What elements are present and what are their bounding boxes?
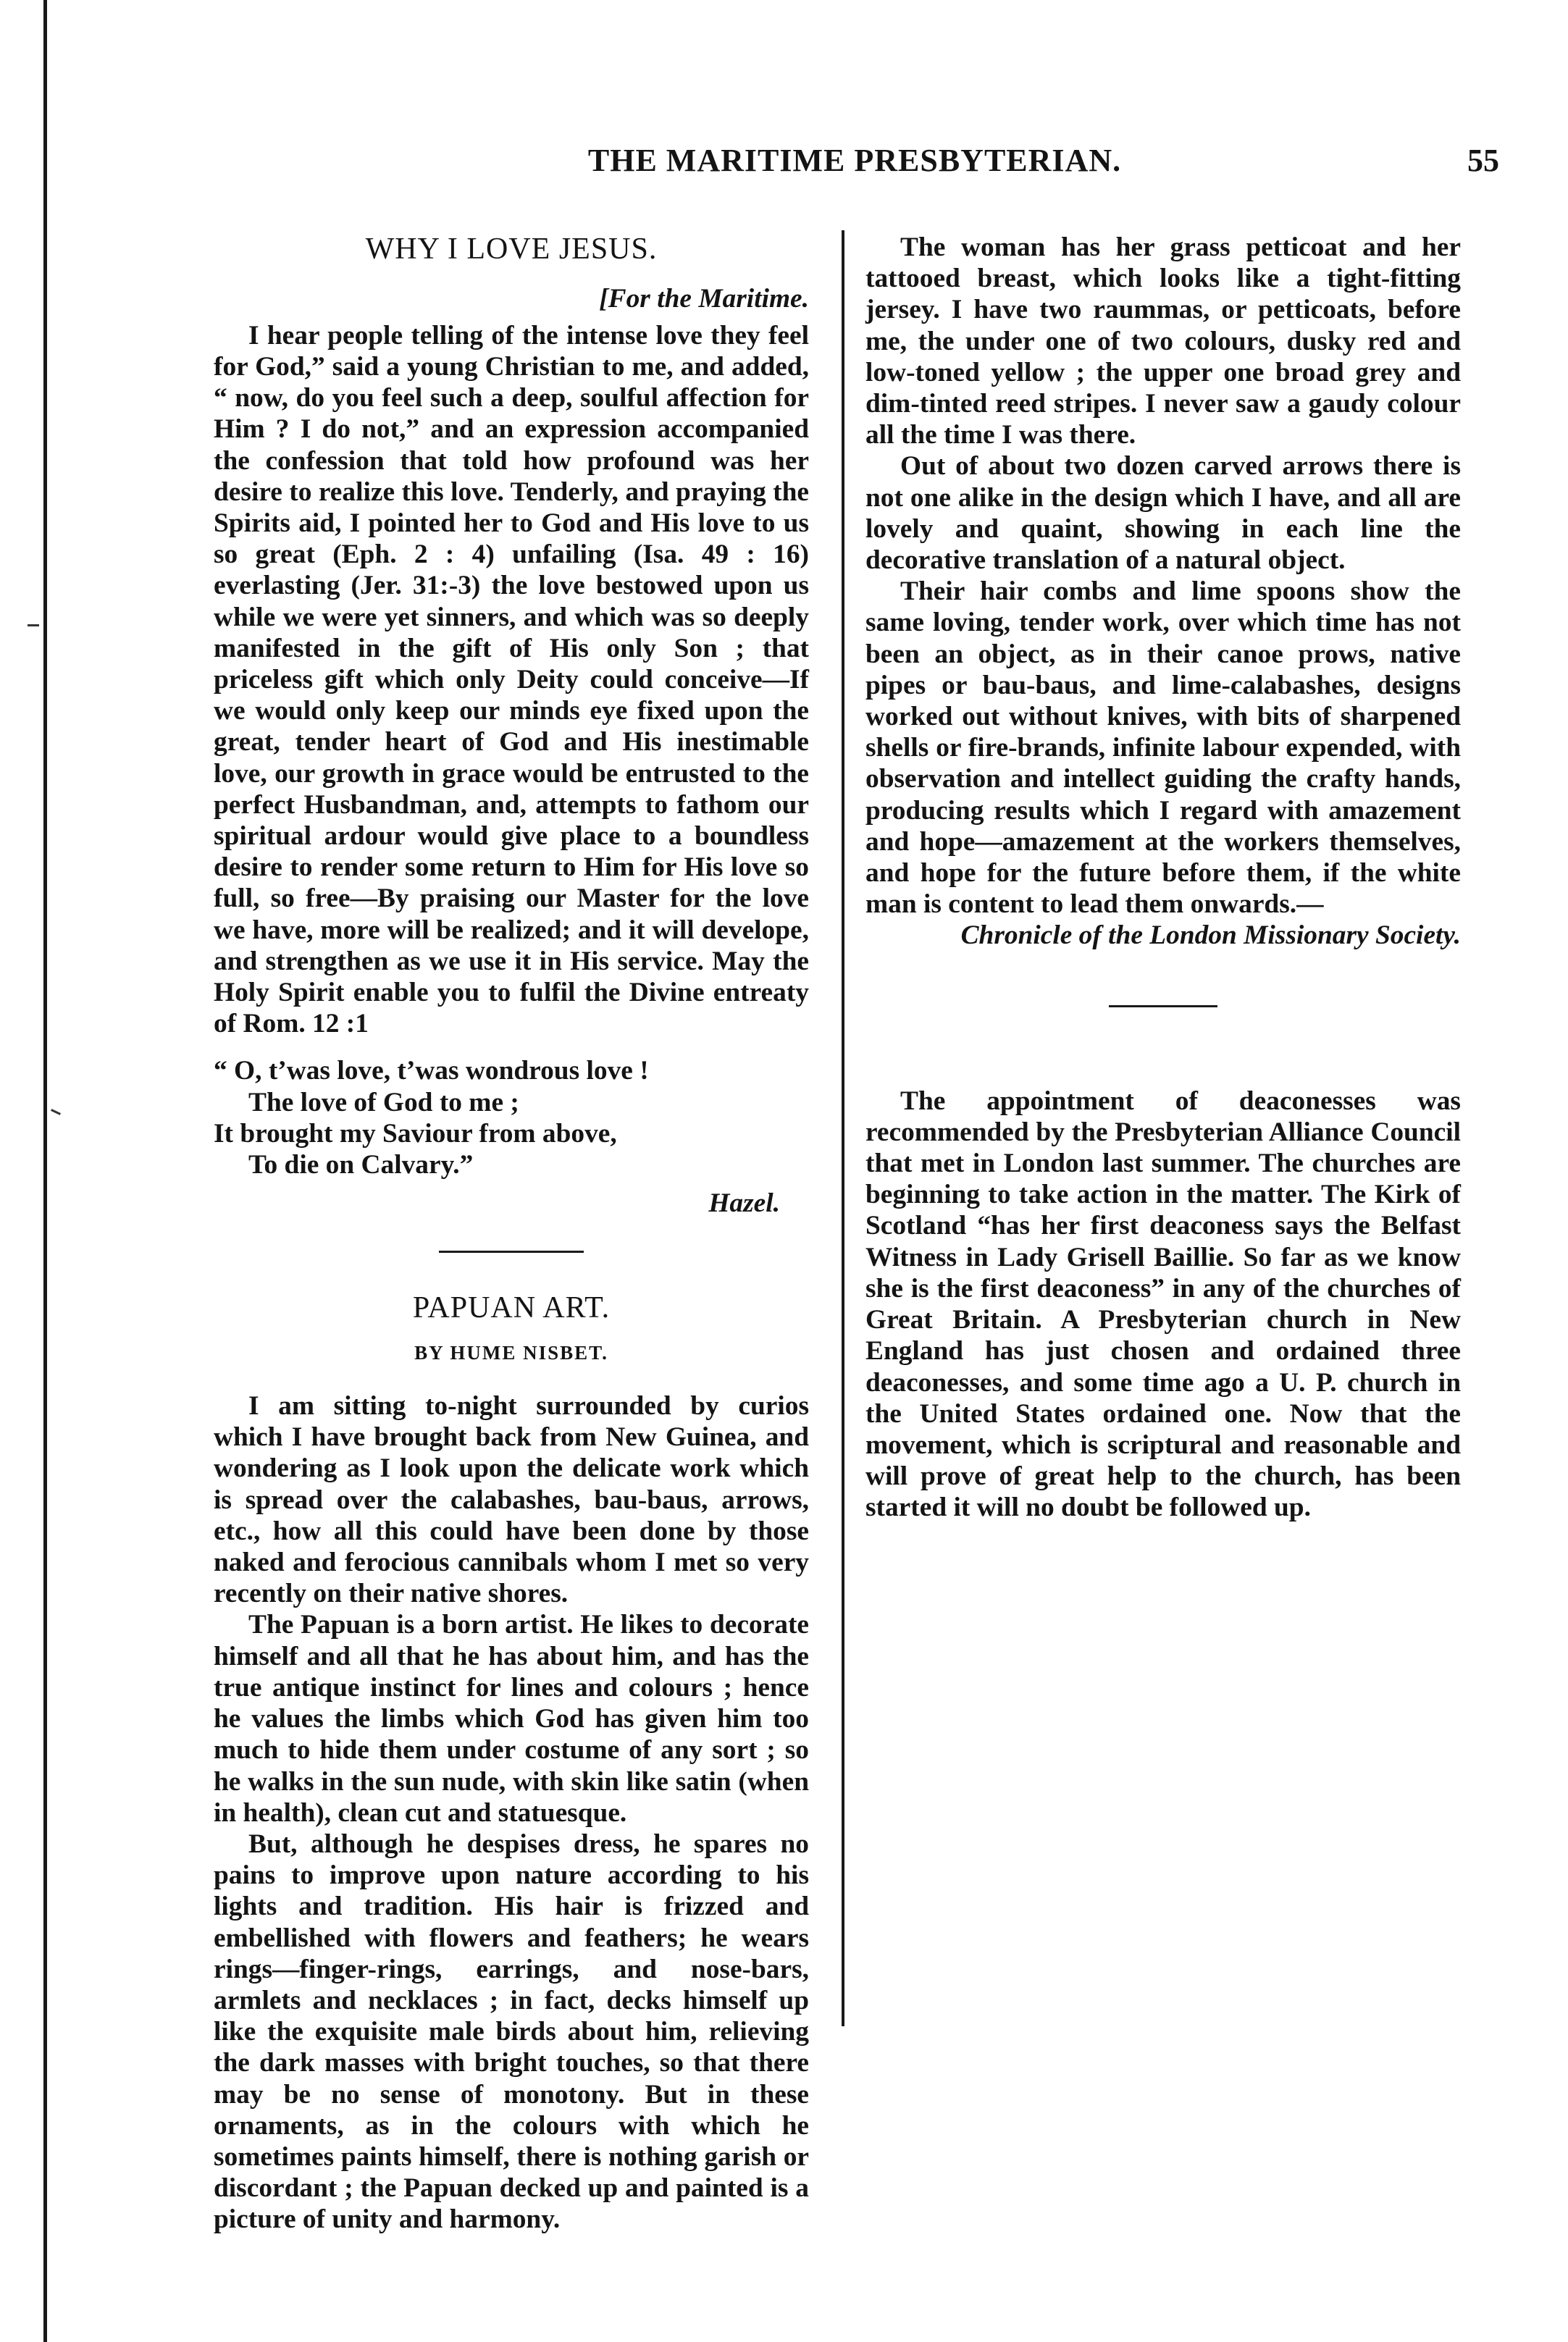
article-paragraph: The woman has her grass petticoat and her tattooed breast, which looks like a tight-fitting jersey. I have two raummas, or petticoats, before me, the under one of two colours, dusky red and low-toned yellow ; the upper one broad grey and dim-tinted reed stripes. I never saw a gaudy colour all the time I was there.	[865, 232, 1461, 450]
section-separator	[439, 1251, 584, 1253]
article-paragraph: Their hair combs and lime spoons show the same loving, tender work, over which time has not been an object, as in their canoe prows, native pipes or bau-baus, and lime-calabashes, designs worked out without knives, with bits of sharpened shells or fire-brands, infinite labour expended, with observation and intellect guiding the crafty hands, producing results which I regard with amazement and hope—amazement at the workers themselves, and hope for the future before them, if the white man is content to lead them onwards.—	[865, 576, 1461, 920]
page-number: 55	[1467, 143, 1499, 178]
article-body: I hear people telling of the intense love they feel for God,” said a young Christian to me, and added, “ now, do you feel such a deep, soulful affection for Him ? I do not,” and an expression accompanied the confession that told how profound was her desire to realize this love. Tenderly, and praying the Spirits aid, I pointed her to God and His love to us so great (Eph. 2 : 4) unfailing (Isa. 49 : 16) everlasting (Jer. 31:-3) the love bestowed upon us while we were yet sinners, and which was so deeply manifested in the gift of His only Son ; that priceless gift which only Deity could conceive—If we would only keep our minds eye fixed upon the great, tender heart of God and His inestimable love, our growth in grace would be entrusted to the perfect Husbandman, and, attempts to fathom our spiritual ardour would give place to a boundless desire to render some return to Him for His love so full, so free—By praising our Master for the love we have, more will be realized; and it will develope, and strengthen as we use it in His service. May the Holy Spirit enable you to fulfil the Divine entreaty of Rom. 12 :1	[214, 320, 809, 1039]
section-separator	[1109, 1005, 1217, 1007]
poem	[214, 1055, 809, 1180]
author-signature: Hazel.	[708, 1188, 780, 1219]
running-header	[210, 142, 1499, 193]
article-paragraph: But, although he despises dress, he spares no pains to improve upon nature according to his lights and tradition. His hair is frizzed and embellished with flowers and feathers; he wears rings—finger-rings, earrings, and nose-bars, armlets and necklaces ; in fact, decks himself up like the exquisite male birds about him, relieving the dark masses with bright touches, so that there may be no sense of monotony. But in these ornaments, as in the colours with which he sometimes paints himself, there is nothing garish or discordant ; the Papuan decked up and painted is a picture of unity and harmony.	[214, 1829, 809, 2235]
margin-mark	[28, 624, 39, 626]
article-paragraph: The Papuan is a born artist. He likes to decorate himself and all that he has about him, and has the true antique instinct for lines and colours ; hence he values the limbs which God has given him too much to hide them under costume of any sort ; so he walks in the sun nude, with skin like satin (when in health), clean cut and statuesque.	[214, 1610, 809, 1828]
article-body: The appointment of deaconesses was recommended by the Presbyterian Alliance Council that met in London last summer. The churches are beginning to take action in the matter. The Kirk of Scotland “has her first deaconess says the Belfast Witness in Lady Grisell Baillie. So far as we know she is the first deaconess” in any of the churches of Great Britain. A Presbyterian church in New England has just chosen and ordained three deaconesses, and some time ago a U. P. church in the United States ordained one. Now that the movement, which is scriptural and reasonable and will prove of great help to the church, has been started it will no doubt be followed up.	[865, 1086, 1461, 1523]
poem-line: “ O, t’was love, t’was wondrous love !	[214, 1056, 649, 1086]
article-credit: Chronicle of the London Missionary Society.	[960, 920, 1461, 951]
article-byline: BY HUME NISBET.	[414, 1341, 608, 1364]
right-column	[865, 232, 1461, 1524]
publication-title: THE MARITIME PRESBYTERIAN.	[587, 143, 1122, 178]
article-paragraph: I am sitting to-night surrounded by curios which I have brought back from New Guinea, and wondering as I look upon the delicate work which is spread over the calabashes, bau-baus, arrows, etc., how all this could have been done by those naked and ferocious cannibals whom I met so very recently on their native shores.	[214, 1391, 809, 1609]
article-title: PAPUAN ART.	[412, 1291, 611, 1325]
poem-line: It brought my Saviour from above,	[214, 1118, 617, 1149]
poem-line: To die on Calvary.”	[248, 1149, 474, 1180]
article-paragraph: Out of about two dozen carved arrows there is not one alike in the design which I have, and all are lovely and quaint, showing in each line the decorative translation of a natural object.	[865, 451, 1461, 576]
margin-mark	[51, 1109, 61, 1115]
article-title: WHY I LOVE JESUS.	[365, 232, 658, 266]
left-column	[214, 232, 809, 2236]
page-spine-rule	[43, 0, 47, 2342]
poem-line: The love of God to me ;	[248, 1087, 519, 1117]
article-source: [For the Maritime.	[599, 283, 809, 314]
column-divider	[842, 230, 844, 2026]
